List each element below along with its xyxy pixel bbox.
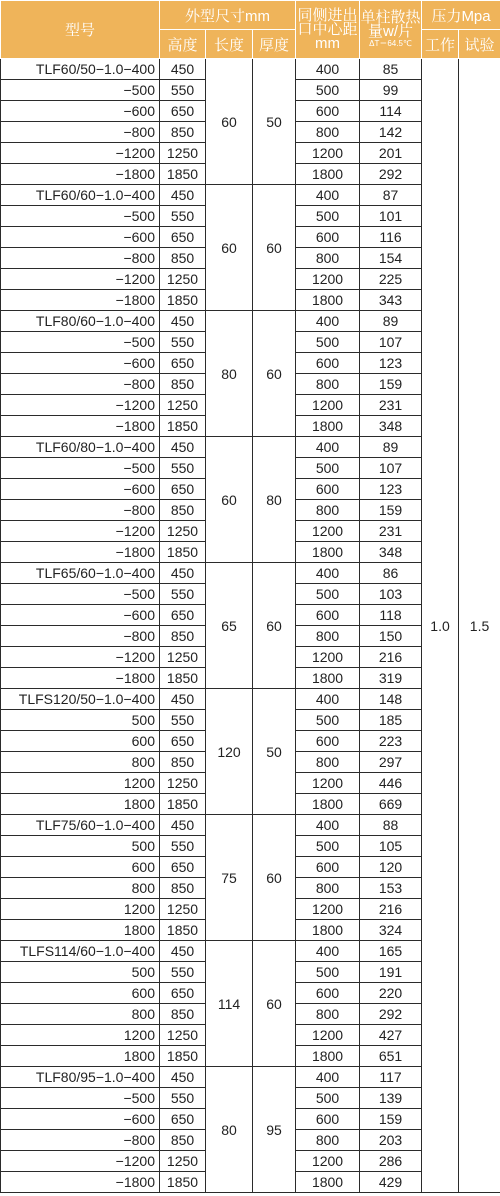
heat-cell: 159 (360, 1109, 422, 1130)
height-cell: 1850 (160, 794, 206, 815)
model-cell: TLF60/80−1.0−400 (1, 437, 160, 458)
spacing-cell: 500 (296, 206, 360, 227)
spacing-cell: 500 (296, 1088, 360, 1109)
spacing-cell: 800 (296, 626, 360, 647)
spacing-cell: 400 (296, 1067, 360, 1088)
header-work: 工作 (422, 30, 459, 59)
height-cell: 1250 (160, 899, 206, 920)
height-cell: 1250 (160, 521, 206, 542)
model-cell: −800 (1, 500, 160, 521)
spacing-cell: 1800 (296, 290, 360, 311)
model-cell: 500 (1, 962, 160, 983)
height-cell: 450 (160, 437, 206, 458)
model-cell: 600 (1, 983, 160, 1004)
spacing-cell: 400 (296, 941, 360, 962)
height-cell: 850 (160, 878, 206, 899)
height-cell: 1850 (160, 1046, 206, 1067)
heat-cell: 89 (360, 437, 422, 458)
model-cell: 1800 (1, 1046, 160, 1067)
heat-cell: 286 (360, 1151, 422, 1172)
spacing-cell: 1800 (296, 542, 360, 563)
thickness-cell: 50 (253, 59, 296, 185)
heat-cell: 343 (360, 290, 422, 311)
height-cell: 550 (160, 836, 206, 857)
length-cell: 114 (206, 941, 253, 1067)
length-cell: 60 (206, 59, 253, 185)
model-cell: −800 (1, 1130, 160, 1151)
model-cell: −800 (1, 122, 160, 143)
model-cell: −500 (1, 458, 160, 479)
heat-cell: 216 (360, 899, 422, 920)
height-cell: 1250 (160, 647, 206, 668)
spacing-cell: 1200 (296, 143, 360, 164)
spacing-cell: 800 (296, 878, 360, 899)
table-body (1, 59, 500, 1193)
height-cell: 550 (160, 80, 206, 101)
heat-cell: 324 (360, 920, 422, 941)
spacing-cell: 800 (296, 752, 360, 773)
model-cell: 1800 (1, 920, 160, 941)
model-cell: −800 (1, 626, 160, 647)
heat-cell: 103 (360, 584, 422, 605)
height-cell: 650 (160, 983, 206, 1004)
header-spacing-l1: 同侧进出 (297, 6, 358, 24)
height-cell: 1850 (160, 920, 206, 941)
model-cell: 1200 (1, 773, 160, 794)
thickness-cell: 80 (253, 437, 296, 563)
height-cell: 1250 (160, 143, 206, 164)
spacing-cell: 500 (296, 458, 360, 479)
spacing-cell: 600 (296, 227, 360, 248)
spacing-cell: 1200 (296, 269, 360, 290)
header-heat-l2: 量w/片 (368, 22, 414, 40)
spacing-cell: 800 (296, 1004, 360, 1025)
height-cell: 850 (160, 1130, 206, 1151)
spacing-cell: 600 (296, 479, 360, 500)
spacing-cell: 1200 (296, 1151, 360, 1172)
thickness-cell: 95 (253, 1067, 296, 1193)
spacing-cell: 1800 (296, 920, 360, 941)
height-cell: 550 (160, 1088, 206, 1109)
model-cell: TLF80/95−1.0−400 (1, 1067, 160, 1088)
height-cell: 550 (160, 584, 206, 605)
heat-cell: 86 (360, 563, 422, 584)
model-cell: −1800 (1, 668, 160, 689)
heat-cell: 225 (360, 269, 422, 290)
model-cell: 800 (1, 1004, 160, 1025)
model-cell: 1200 (1, 899, 160, 920)
spacing-cell: 800 (296, 248, 360, 269)
spacing-cell: 1800 (296, 1172, 360, 1193)
heat-cell: 159 (360, 500, 422, 521)
height-cell: 550 (160, 458, 206, 479)
spacing-cell: 1200 (296, 773, 360, 794)
height-cell: 650 (160, 227, 206, 248)
thickness-cell: 60 (253, 563, 296, 689)
height-cell: 1250 (160, 395, 206, 416)
spacing-cell: 600 (296, 983, 360, 1004)
table-row (1, 59, 500, 80)
spacing-cell: 1200 (296, 521, 360, 542)
height-cell: 850 (160, 752, 206, 773)
thickness-cell: 50 (253, 689, 296, 815)
spacing-cell: 400 (296, 689, 360, 710)
height-cell: 1850 (160, 416, 206, 437)
spacing-cell: 600 (296, 605, 360, 626)
model-cell: −600 (1, 101, 160, 122)
header-dims: 外型尺寸mm (160, 1, 296, 30)
length-cell: 120 (206, 689, 253, 815)
heat-cell: 231 (360, 521, 422, 542)
model-cell: 800 (1, 878, 160, 899)
header-heat-l1: 单柱散热 (360, 8, 421, 26)
height-cell: 450 (160, 311, 206, 332)
heat-cell: 216 (360, 647, 422, 668)
model-cell: TLF75/60−1.0−400 (1, 815, 160, 836)
model-cell: 600 (1, 857, 160, 878)
header-test: 试验 (459, 30, 500, 59)
model-cell: TLF65/60−1.0−400 (1, 563, 160, 584)
heat-cell: 107 (360, 458, 422, 479)
header-heat-l3: ΔT＝64.5℃ (369, 38, 412, 48)
height-cell: 1250 (160, 1151, 206, 1172)
model-cell: 500 (1, 836, 160, 857)
model-cell: 500 (1, 710, 160, 731)
heat-cell: 223 (360, 731, 422, 752)
spacing-cell: 800 (296, 374, 360, 395)
height-cell: 450 (160, 941, 206, 962)
height-cell: 450 (160, 689, 206, 710)
model-cell: TLFS114/60−1.0−400 (1, 941, 160, 962)
heat-cell: 191 (360, 962, 422, 983)
header-model: 型号 (1, 1, 160, 59)
spacing-cell: 1800 (296, 416, 360, 437)
height-cell: 850 (160, 1004, 206, 1025)
height-cell: 550 (160, 710, 206, 731)
spacing-cell: 400 (296, 59, 360, 80)
height-cell: 650 (160, 731, 206, 752)
heat-cell: 159 (360, 374, 422, 395)
spacing-cell: 600 (296, 1109, 360, 1130)
heat-cell: 203 (360, 1130, 422, 1151)
spacing-cell: 600 (296, 731, 360, 752)
heat-cell: 348 (360, 416, 422, 437)
spacing-cell: 400 (296, 815, 360, 836)
height-cell: 1250 (160, 269, 206, 290)
spacing-cell: 500 (296, 80, 360, 101)
height-cell: 850 (160, 374, 206, 395)
model-cell: −1200 (1, 143, 160, 164)
heat-cell: 446 (360, 773, 422, 794)
height-cell: 550 (160, 962, 206, 983)
thickness-cell: 60 (253, 941, 296, 1067)
model-cell: −500 (1, 332, 160, 353)
height-cell: 450 (160, 1067, 206, 1088)
height-cell: 450 (160, 185, 206, 206)
heat-cell: 107 (360, 332, 422, 353)
spacing-cell: 1200 (296, 1025, 360, 1046)
thickness-cell: 60 (253, 311, 296, 437)
model-cell: −500 (1, 80, 160, 101)
model-cell: −600 (1, 353, 160, 374)
spacing-cell: 600 (296, 857, 360, 878)
heat-cell: 117 (360, 1067, 422, 1088)
length-cell: 80 (206, 1067, 253, 1193)
heat-cell: 87 (360, 185, 422, 206)
model-cell: −1800 (1, 416, 160, 437)
length-cell: 65 (206, 563, 253, 689)
height-cell: 450 (160, 815, 206, 836)
model-cell: −600 (1, 227, 160, 248)
height-cell: 1850 (160, 542, 206, 563)
heat-cell: 142 (360, 122, 422, 143)
spacing-cell: 400 (296, 311, 360, 332)
model-cell: 1800 (1, 794, 160, 815)
heat-cell: 123 (360, 353, 422, 374)
spacing-cell: 1800 (296, 1046, 360, 1067)
spacing-cell: 500 (296, 584, 360, 605)
model-cell: TLF60/60−1.0−400 (1, 185, 160, 206)
heat-cell: 297 (360, 752, 422, 773)
height-cell: 450 (160, 563, 206, 584)
heat-cell: 148 (360, 689, 422, 710)
height-cell: 650 (160, 1109, 206, 1130)
model-cell: −1800 (1, 542, 160, 563)
spacing-cell: 1200 (296, 899, 360, 920)
model-cell: 600 (1, 731, 160, 752)
model-cell: −800 (1, 248, 160, 269)
heat-cell: 89 (360, 311, 422, 332)
spacing-cell: 1200 (296, 395, 360, 416)
length-cell: 80 (206, 311, 253, 437)
height-cell: 650 (160, 353, 206, 374)
height-cell: 650 (160, 101, 206, 122)
thickness-cell: 60 (253, 815, 296, 941)
heat-cell: 231 (360, 395, 422, 416)
model-cell: TLF60/50−1.0−400 (1, 59, 160, 80)
heat-cell: 88 (360, 815, 422, 836)
model-cell: 800 (1, 752, 160, 773)
spacing-cell: 800 (296, 122, 360, 143)
heat-cell: 123 (360, 479, 422, 500)
model-cell: −1800 (1, 290, 160, 311)
heat-cell: 101 (360, 206, 422, 227)
height-cell: 1250 (160, 773, 206, 794)
height-cell: 1850 (160, 290, 206, 311)
height-cell: 550 (160, 206, 206, 227)
heat-cell: 114 (360, 101, 422, 122)
spacing-cell: 400 (296, 185, 360, 206)
heat-cell: 348 (360, 542, 422, 563)
spacing-cell: 400 (296, 437, 360, 458)
header-length: 长度 (206, 30, 253, 59)
spacing-cell: 500 (296, 962, 360, 983)
model-cell: −1200 (1, 269, 160, 290)
height-cell: 550 (160, 332, 206, 353)
model-cell: −600 (1, 1109, 160, 1130)
heat-cell: 153 (360, 878, 422, 899)
header-heat (360, 1, 422, 59)
model-cell: TLFS120/50−1.0−400 (1, 689, 160, 710)
height-cell: 850 (160, 626, 206, 647)
height-cell: 1250 (160, 1025, 206, 1046)
heat-cell: 651 (360, 1046, 422, 1067)
model-cell: −1200 (1, 647, 160, 668)
model-cell: −500 (1, 206, 160, 227)
height-cell: 1850 (160, 164, 206, 185)
heat-cell: 99 (360, 80, 422, 101)
model-cell: TLF80/60−1.0−400 (1, 311, 160, 332)
model-cell: −1800 (1, 164, 160, 185)
header-height: 高度 (160, 30, 206, 59)
heat-cell: 154 (360, 248, 422, 269)
height-cell: 850 (160, 122, 206, 143)
header-thickness: 厚度 (253, 30, 296, 59)
heat-cell: 120 (360, 857, 422, 878)
spacing-cell: 1200 (296, 647, 360, 668)
length-cell: 60 (206, 437, 253, 563)
model-cell: −800 (1, 374, 160, 395)
heat-cell: 85 (360, 59, 422, 80)
model-cell: −1200 (1, 521, 160, 542)
model-cell: −1200 (1, 1151, 160, 1172)
model-cell: −1200 (1, 395, 160, 416)
height-cell: 1850 (160, 668, 206, 689)
length-cell: 60 (206, 185, 253, 311)
height-cell: 650 (160, 479, 206, 500)
heat-cell: 292 (360, 1004, 422, 1025)
height-cell: 850 (160, 248, 206, 269)
header-spacing (296, 1, 360, 59)
heat-cell: 185 (360, 710, 422, 731)
model-cell: 1200 (1, 1025, 160, 1046)
spacing-cell: 400 (296, 563, 360, 584)
heat-cell: 429 (360, 1172, 422, 1193)
test-pressure-cell: 1.5 (459, 59, 500, 1193)
header-pressure: 压力Mpa (422, 1, 500, 30)
heat-cell: 201 (360, 143, 422, 164)
header-spacing-l2: 口中心距 (297, 20, 358, 38)
heat-cell: 116 (360, 227, 422, 248)
spacing-cell: 600 (296, 101, 360, 122)
heat-cell: 427 (360, 1025, 422, 1046)
model-cell: −1800 (1, 1172, 160, 1193)
work-pressure-cell: 1.0 (422, 59, 459, 1193)
height-cell: 650 (160, 605, 206, 626)
heat-cell: 105 (360, 836, 422, 857)
spacing-cell: 800 (296, 500, 360, 521)
spacing-cell: 500 (296, 710, 360, 731)
model-cell: −500 (1, 584, 160, 605)
heat-cell: 319 (360, 668, 422, 689)
model-cell: −600 (1, 605, 160, 626)
spacing-cell: 500 (296, 836, 360, 857)
model-cell: −600 (1, 479, 160, 500)
heat-cell: 139 (360, 1088, 422, 1109)
spacing-cell: 500 (296, 332, 360, 353)
heat-cell: 669 (360, 794, 422, 815)
heat-cell: 292 (360, 164, 422, 185)
spacing-cell: 600 (296, 353, 360, 374)
header-spacing-l3: mm (315, 34, 341, 52)
spacing-cell: 1800 (296, 668, 360, 689)
height-cell: 450 (160, 59, 206, 80)
height-cell: 650 (160, 857, 206, 878)
height-cell: 850 (160, 500, 206, 521)
spacing-cell: 1800 (296, 164, 360, 185)
thickness-cell: 60 (253, 185, 296, 311)
spacing-cell: 1800 (296, 794, 360, 815)
heat-cell: 165 (360, 941, 422, 962)
spacing-cell: 800 (296, 1130, 360, 1151)
model-cell: −500 (1, 1088, 160, 1109)
height-cell: 1850 (160, 1172, 206, 1193)
heat-cell: 118 (360, 605, 422, 626)
heat-cell: 150 (360, 626, 422, 647)
heat-cell: 220 (360, 983, 422, 1004)
length-cell: 75 (206, 815, 253, 941)
